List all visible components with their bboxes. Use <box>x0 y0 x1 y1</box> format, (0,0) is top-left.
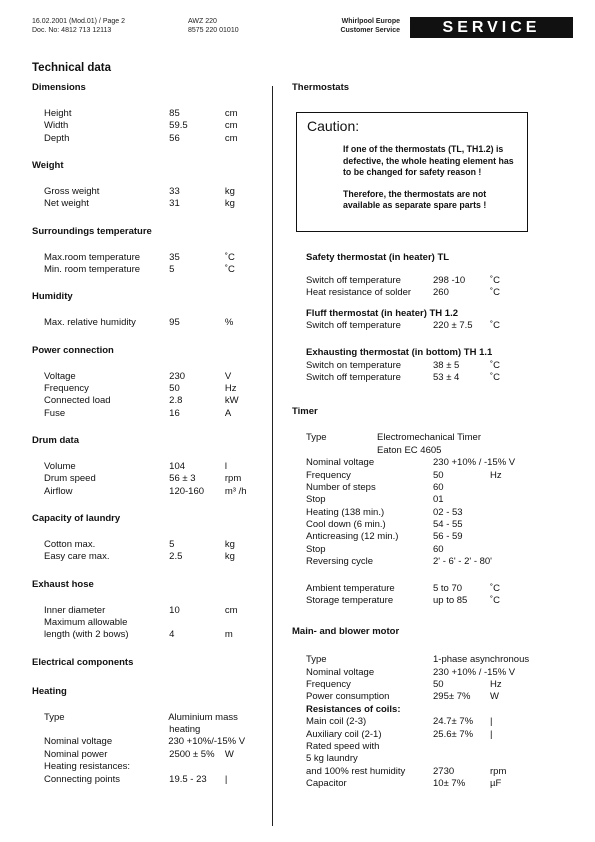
spec-label: Min. room temperature <box>44 263 141 275</box>
exhaust-thermostat-title: Exhausting thermostat (in bottom) TH 1.1 <box>306 346 493 358</box>
spec-row <box>306 320 582 332</box>
spec-value <box>169 617 225 629</box>
spec-row <box>44 749 264 761</box>
spec-value: Aluminium mass <box>168 711 238 723</box>
spec-label: length (with 2 bows) <box>44 629 129 641</box>
spec-value <box>169 761 225 773</box>
spec-value: 1-phase asynchronous <box>433 654 530 666</box>
section-title: Drum data <box>32 435 79 447</box>
spec-value: 38 ± 5 <box>433 359 460 371</box>
spec-label: Drum speed <box>44 473 96 485</box>
spec-unit <box>490 704 530 716</box>
spec-row <box>306 583 582 595</box>
spec-value: 85 <box>169 107 180 119</box>
section-title: Capacity of laundry <box>32 513 121 525</box>
spec-row <box>306 595 582 607</box>
spec-value: 230 <box>169 370 186 382</box>
spec-row <box>306 741 582 753</box>
timer-type-label: Type <box>306 432 327 444</box>
spec-value: 10 <box>169 604 180 616</box>
spec-unit: A <box>224 407 232 419</box>
spec-value: 53 ± 4 <box>433 372 460 384</box>
spec-section <box>32 160 264 211</box>
spec-unit: rpm <box>490 765 507 777</box>
spec-row <box>306 654 582 666</box>
spec-unit: m³ /h <box>224 485 247 497</box>
spec-row <box>306 360 582 372</box>
spec-row <box>44 186 264 198</box>
doc-header-company <box>333 17 400 35</box>
spec-label: Auxiliary coil (2-1) <box>306 728 382 740</box>
spec-unit <box>225 617 264 629</box>
spec-label: Main coil (2-3) <box>306 716 367 728</box>
spec-value: 5 to 70 <box>433 582 463 594</box>
spec-unit <box>490 667 530 679</box>
safety-thermostat-title: Safety thermostat (in heater) TL <box>306 251 450 263</box>
motor-title: Main- and blower motor <box>292 626 400 638</box>
spec-unit: V <box>224 370 232 382</box>
spec-label: Heat resistance of solder <box>306 287 412 299</box>
spec-label: Type <box>306 654 327 666</box>
spec-label: Resistances of coils: <box>306 703 401 715</box>
spec-value: 25.6± 7% <box>433 728 474 740</box>
caution-box <box>296 112 528 232</box>
spec-label: Type <box>44 711 65 723</box>
spec-value: 02 - 53 <box>433 506 463 518</box>
spec-unit <box>490 753 530 765</box>
spec-value: 220 ± 7.5 <box>433 320 473 332</box>
fluff-thermostat-title: Fluff thermostat (in heater) TH 1.2 <box>306 307 459 319</box>
spec-row <box>306 729 582 741</box>
spec-label: Depth <box>44 132 70 144</box>
spec-unit: ˚C <box>490 595 501 607</box>
spec-section <box>32 345 264 420</box>
spec-unit <box>490 457 530 469</box>
spec-row <box>306 691 582 703</box>
spec-row <box>306 753 582 765</box>
spec-unit: Hz <box>490 469 502 481</box>
spec-label: 5 kg laundry <box>306 753 358 765</box>
section-title: Surroundings temperature <box>32 225 152 237</box>
spec-label: Power consumption <box>306 691 390 703</box>
spec-value: 31 <box>169 198 180 210</box>
spec-label: Nominal voltage <box>306 457 375 469</box>
spec-unit <box>225 761 264 773</box>
spec-value: 56 ± 3 <box>169 473 196 485</box>
spec-unit <box>490 494 530 506</box>
spec-unit: m <box>224 629 233 641</box>
spec-row <box>306 704 582 716</box>
spec-label: Height <box>44 107 72 119</box>
section-title: Power connection <box>32 344 114 356</box>
spec-value: 2500 ± 5% <box>169 748 215 760</box>
spec-label: Maximum allowable <box>44 617 128 629</box>
spec-value: 59.5 <box>169 120 188 132</box>
spec-unit <box>225 712 264 724</box>
spec-row <box>44 617 264 629</box>
timer-type-value: Electromechanical Timer <box>377 432 482 444</box>
spec-unit: cm <box>224 132 238 144</box>
spec-label: Easy care max. <box>44 551 110 563</box>
spec-label: Stop <box>306 494 326 506</box>
timer-type-row <box>306 432 582 444</box>
spec-row <box>306 287 582 299</box>
spec-row <box>306 457 582 469</box>
spec-value: 2730 <box>433 765 455 777</box>
spec-value: 33 <box>169 185 180 197</box>
spec-unit: | <box>224 773 228 785</box>
caution-title: Caution: <box>307 117 360 134</box>
spec-label: Switch off temperature <box>306 274 401 286</box>
spec-unit <box>225 736 264 748</box>
section-title: Humidity <box>32 291 73 303</box>
page-title: Technical data <box>32 62 112 74</box>
spec-row <box>44 736 264 748</box>
spec-row <box>44 774 264 786</box>
company-name: Whirlpool Europe <box>341 18 400 25</box>
spec-label: Switch off temperature <box>306 320 401 332</box>
spec-label: Nominal power <box>44 748 108 760</box>
spec-value: 2.5 <box>169 551 183 563</box>
spec-value: 260 <box>433 287 449 299</box>
spec-value: 56 <box>169 132 180 144</box>
spec-label: Connecting points <box>44 773 121 785</box>
spec-unit <box>490 519 530 531</box>
spec-row <box>306 531 582 543</box>
spec-unit: ˚C <box>490 582 501 594</box>
spec-label: Volume <box>44 460 76 472</box>
spec-value: 4 <box>169 629 175 641</box>
service-banner: SERVICE <box>410 17 573 38</box>
safety-thermostat-section <box>292 252 582 300</box>
spec-section <box>32 686 264 786</box>
spec-value: 5 <box>169 538 175 550</box>
company-dept: Customer Service <box>340 27 400 35</box>
spec-row <box>306 679 582 691</box>
spec-row <box>44 539 264 551</box>
spec-section <box>32 291 264 329</box>
section-title: Electrical components <box>32 656 134 668</box>
spec-value: 230 +10%/-15% V <box>168 736 246 748</box>
spec-label: Max. relative humidity <box>44 317 136 329</box>
spec-value <box>433 704 490 716</box>
spec-value: up to 85 <box>433 595 468 607</box>
spec-row <box>44 761 264 773</box>
spec-unit <box>490 556 530 568</box>
spec-value: 298 -10 <box>433 274 466 286</box>
spec-unit: W <box>490 691 499 703</box>
spec-unit: ˚C <box>224 263 235 275</box>
spec-unit: kg <box>224 538 235 550</box>
spec-row <box>44 605 264 617</box>
spec-value: 295± 7% <box>433 691 471 703</box>
spec-label: Fuse <box>44 407 66 419</box>
spec-row <box>44 252 264 264</box>
spec-value: 24.7± 7% <box>433 716 474 728</box>
spec-label: Nominal voltage <box>306 666 375 678</box>
spec-row <box>44 317 264 329</box>
spec-value: 60 <box>433 543 444 555</box>
section-title: Weight <box>32 160 64 172</box>
spec-section <box>32 513 264 564</box>
spec-row <box>44 133 264 145</box>
spec-label: Switch on temperature <box>306 359 402 371</box>
spec-value: 120-160 <box>169 485 205 497</box>
spec-unit <box>225 724 264 736</box>
spec-unit: Hz <box>490 679 502 691</box>
spec-section <box>32 579 264 642</box>
spec-label: Airflow <box>44 485 73 497</box>
spec-value <box>433 741 490 753</box>
exhaust-thermostat-section <box>292 347 582 385</box>
motor-section <box>292 654 582 790</box>
spec-value: 16 <box>169 407 180 419</box>
spec-value: heating <box>169 723 201 735</box>
spec-unit: cm <box>224 107 238 119</box>
spec-unit: kg <box>224 551 235 563</box>
spec-section <box>32 435 264 498</box>
spec-unit: cm <box>224 120 238 132</box>
spec-unit: kg <box>224 198 235 210</box>
spec-label: Cotton max. <box>44 538 96 550</box>
spec-section <box>32 82 264 145</box>
spec-row <box>44 724 264 736</box>
caution-note: Therefore, the thermostats are not available as separate spare parts ! <box>343 188 487 211</box>
spec-unit <box>490 531 530 543</box>
spec-unit <box>490 507 530 519</box>
left-column <box>32 82 264 801</box>
spec-label: and 100% rest humidity <box>306 765 406 777</box>
spec-label: Voltage <box>44 370 76 382</box>
spec-value: 230 +10% / -15% V <box>433 666 516 678</box>
spec-label: Frequency <box>306 469 351 481</box>
spec-row <box>306 275 582 287</box>
spec-label: Cool down (6 min.) <box>306 519 386 531</box>
spec-unit <box>490 544 530 556</box>
spec-row <box>306 766 582 778</box>
spec-label: Stop <box>306 543 326 555</box>
spec-row <box>44 198 264 210</box>
spec-row <box>44 486 264 498</box>
spec-label: Heating resistances: <box>44 761 131 773</box>
spec-row <box>44 120 264 132</box>
spec-value: 230 +10% / -15% V <box>433 457 516 469</box>
spec-unit: ˚C <box>490 372 501 384</box>
doc-header-left <box>32 17 125 35</box>
thermostats-title: Thermostats <box>292 82 350 93</box>
spec-unit: % <box>224 317 234 329</box>
spec-label: Heating (138 min.) <box>306 506 385 518</box>
spec-row <box>306 778 582 790</box>
spec-row <box>306 716 582 728</box>
spec-section <box>32 657 264 669</box>
spec-row <box>44 712 264 724</box>
spec-value: 35 <box>169 251 180 263</box>
section-title: Dimensions <box>32 82 86 93</box>
spec-value: 50 <box>169 382 180 394</box>
caution-text: If one of the thermostats (TL, TH1.2) is defective, the whole heating element has to be changed for safety reason ! <box>343 144 514 178</box>
spec-row <box>44 408 264 420</box>
spec-label: Width <box>44 120 69 132</box>
spec-row <box>306 544 582 556</box>
spec-value: 54 - 55 <box>433 519 463 531</box>
spec-unit <box>490 482 530 494</box>
spec-value: 104 <box>169 460 186 472</box>
spec-row <box>306 372 582 384</box>
spec-section <box>32 226 264 277</box>
spec-value: 10± 7% <box>433 778 466 790</box>
spec-row <box>306 519 582 531</box>
spec-label: Storage temperature <box>306 595 394 607</box>
spec-label: Gross weight <box>44 185 100 197</box>
spec-label: Anticreasing (12 min.) <box>306 531 399 543</box>
spec-unit: ˚C <box>490 359 501 371</box>
spec-value: 2.8 <box>169 395 183 407</box>
spec-row <box>44 383 264 395</box>
spec-value: 19.5 - 23 <box>169 773 207 785</box>
spec-unit: W <box>224 748 234 760</box>
spec-value: 01 <box>433 494 444 506</box>
spec-row <box>44 395 264 407</box>
model-name: AWZ 220 <box>188 18 217 25</box>
spec-unit: kW <box>224 395 239 407</box>
spec-row <box>44 473 264 485</box>
spec-label: Connected load <box>44 395 111 407</box>
spec-value: 95 <box>169 317 180 329</box>
doc-number: Doc. No: 4812 713 12113 <box>32 27 112 35</box>
spec-label: Capacitor <box>306 778 347 790</box>
spec-row <box>44 371 264 383</box>
spec-row <box>44 264 264 276</box>
spec-label: Net weight <box>44 198 89 210</box>
spec-label <box>44 724 169 736</box>
spec-value: 50 <box>433 679 444 691</box>
section-title: Exhaust hose <box>32 578 94 590</box>
spec-unit: | <box>490 716 493 728</box>
spec-unit: ˚C <box>490 287 501 299</box>
spec-unit: µF <box>490 778 502 790</box>
timer-model-value: Eaton EC 4605 <box>377 444 442 456</box>
spec-value: 60 <box>433 481 444 493</box>
spec-label: Inner diameter <box>44 604 106 616</box>
spec-value: 5 <box>169 263 175 275</box>
spec-row <box>306 482 582 494</box>
spec-label: Ambient temperature <box>306 582 395 594</box>
spec-label: Rated speed with <box>306 741 380 753</box>
section-title: Heating <box>32 685 67 697</box>
spec-row <box>306 556 582 568</box>
column-divider <box>272 86 273 826</box>
spec-label: Frequency <box>306 679 351 691</box>
spec-value: 50 <box>433 469 444 481</box>
spec-row <box>44 461 264 473</box>
doc-date-page: 16.02.2001 (Mod.01) / Page 2 <box>32 18 126 25</box>
spec-label: Switch off temperature <box>306 372 401 384</box>
timer-section <box>292 432 582 607</box>
spec-label: Frequency <box>44 382 89 394</box>
spec-unit <box>490 741 530 753</box>
spec-label: Reversing cycle <box>306 556 374 568</box>
spec-row <box>306 470 582 482</box>
spec-unit <box>490 654 530 666</box>
spec-label: Max.room temperature <box>44 251 141 263</box>
spec-row <box>44 108 264 120</box>
fluff-thermostat-section <box>292 308 582 333</box>
timer-title: Timer <box>292 406 318 418</box>
spec-row <box>44 551 264 563</box>
spec-unit: ˚C <box>490 274 501 286</box>
model-number: 8575 220 01010 <box>188 27 239 35</box>
spec-label: Number of steps <box>306 481 376 493</box>
spec-unit: rpm <box>224 473 242 485</box>
spec-value: 2' - 6' - 2' - 80' <box>433 556 492 568</box>
doc-header-model <box>188 17 239 35</box>
spec-unit: kg <box>224 185 235 197</box>
spec-row <box>306 507 582 519</box>
spec-unit: Hz <box>224 382 237 394</box>
spec-row <box>306 494 582 506</box>
right-column <box>292 82 582 791</box>
spec-unit: ˚C <box>490 320 501 332</box>
spec-value <box>433 753 490 765</box>
spec-row <box>44 629 264 641</box>
spec-unit: l <box>224 460 228 472</box>
spec-unit: ˚C <box>224 251 235 263</box>
spec-row <box>306 667 582 679</box>
spec-label: Nominal voltage <box>44 736 113 748</box>
spec-unit: | <box>490 728 493 740</box>
spec-unit: cm <box>224 604 238 616</box>
timer-model-row <box>306 445 582 457</box>
spec-value: 56 - 59 <box>433 531 463 543</box>
